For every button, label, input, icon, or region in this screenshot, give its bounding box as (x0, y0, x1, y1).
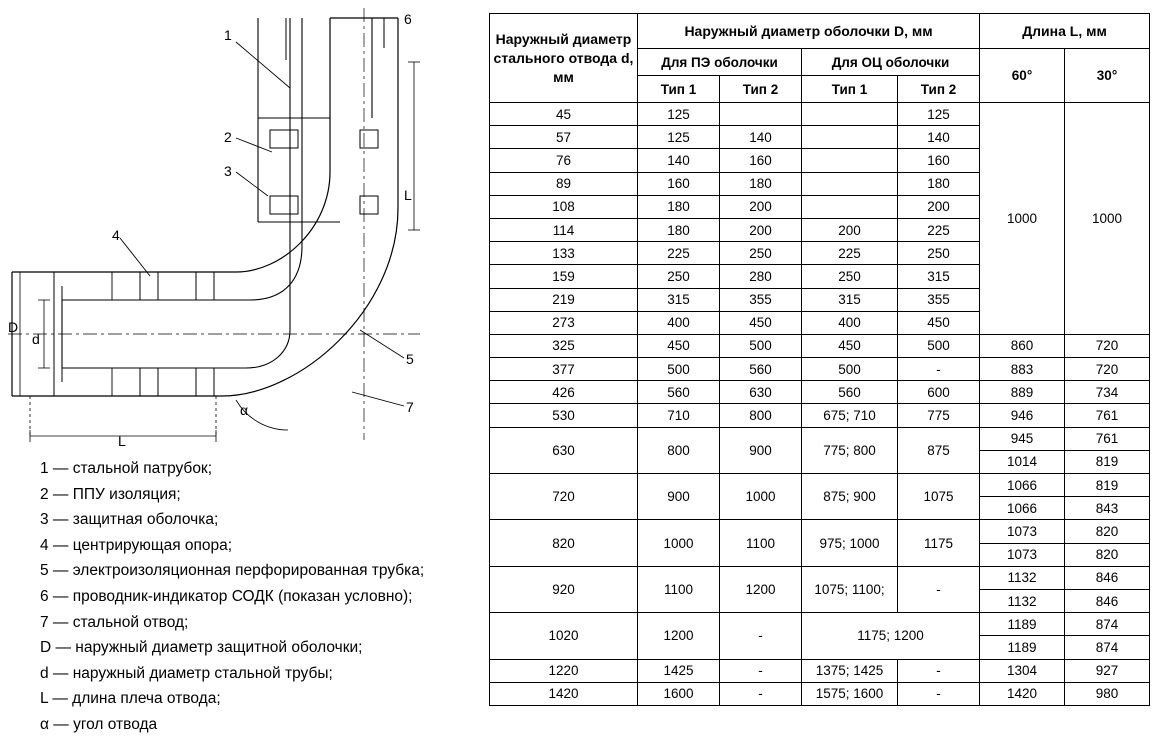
cell-d: 377 (490, 358, 638, 381)
cell-d: 57 (490, 126, 638, 149)
cell-pe-type1: 180 (638, 218, 720, 241)
cell-oc-type1 (802, 172, 898, 195)
dim-alpha-label: α (240, 402, 249, 418)
header-group-length: Длина L, мм (980, 14, 1150, 49)
cell-L30: 846 (1065, 566, 1150, 589)
cell-oc-type2: - (898, 566, 980, 612)
cell-L30: 819 (1065, 474, 1150, 497)
cell-pe-type1: 500 (638, 358, 720, 381)
header-group-casing-diameter: Наружный диаметр оболочки D, мм (638, 14, 980, 49)
cell-d: 630 (490, 427, 638, 473)
legend-item: 7 — стальной отвод; (40, 613, 189, 631)
cell-oc-type1: 1075; 1100; (802, 566, 898, 612)
header-oc-type2: Тип 2 (898, 76, 980, 103)
legend-item: 2 — ППУ изоляция; (40, 485, 181, 503)
cell-oc-type1: 315 (802, 288, 898, 311)
cell-pe-type2: 450 (720, 311, 802, 334)
cell-L60: 946 (980, 404, 1065, 427)
cell-L60: 883 (980, 358, 1065, 381)
legend-item: d — наружный диаметр стальной трубы; (40, 664, 333, 682)
cell-pe-type1: 225 (638, 242, 720, 265)
cell-oc-type2: - (898, 682, 980, 705)
table-row (490, 613, 1150, 636)
cell-oc-type2: 200 (898, 195, 980, 218)
dim-L-horizontal-label: L (118, 433, 126, 449)
cell-pe-type2: 800 (720, 404, 802, 427)
table-row (490, 566, 1150, 589)
cell-d: 920 (490, 566, 638, 612)
cell-oc-type2: 160 (898, 149, 980, 172)
cell-d: 325 (490, 334, 638, 357)
cell-pe-type2: 280 (720, 265, 802, 288)
cell-L60: 1073 (980, 520, 1065, 543)
cell-L60: 1066 (980, 474, 1065, 497)
cell-L60: 945 (980, 427, 1065, 450)
cell-d: 76 (490, 149, 638, 172)
table-row (490, 381, 1150, 404)
cell-d: 108 (490, 195, 638, 218)
cell-pe-type1: 1000 (638, 520, 720, 566)
spec-table (489, 13, 1150, 706)
cell-d: 219 (490, 288, 638, 311)
cell-pe-type2: 140 (720, 126, 802, 149)
cell-L30: 720 (1065, 358, 1150, 381)
table-row (490, 358, 1150, 381)
cell-pe-type1: 400 (638, 311, 720, 334)
cell-pe-type1: 250 (638, 265, 720, 288)
cell-oc-type1: 675; 710 (802, 404, 898, 427)
dim-D-label: D (8, 319, 19, 335)
cell-pe-type2: 250 (720, 242, 802, 265)
cell-oc-type2: 1075 (898, 474, 980, 520)
cell-d: 720 (490, 474, 638, 520)
cell-oc-type2: 125 (898, 103, 980, 126)
cell-oc-type1: 225 (802, 242, 898, 265)
cell-L30: 734 (1065, 381, 1150, 404)
cell-pe-type2: 630 (720, 381, 802, 404)
cell-oc-type1: 1575; 1600 (802, 682, 898, 705)
cell-pe-type2: 200 (720, 218, 802, 241)
callout-1: 1 (224, 27, 232, 43)
legend-item: 3 — защитная оболочка; (40, 511, 219, 529)
cell-L60: 1304 (980, 659, 1065, 682)
cell-L30: 720 (1065, 334, 1150, 357)
cell-pe-type2: 180 (720, 172, 802, 195)
cell-pe-type2 (720, 103, 802, 126)
cell-L30: 820 (1065, 543, 1150, 566)
header-angle-30: 30° (1065, 49, 1150, 103)
cell-L60: 889 (980, 381, 1065, 404)
table-row (490, 520, 1150, 543)
cell-pe-type2: 1000 (720, 474, 802, 520)
cell-d: 133 (490, 242, 638, 265)
legend-item: D — наружный диаметр защитной оболочки; (40, 639, 363, 657)
cell-d: 1420 (490, 682, 638, 705)
cell-oc-type1: 560 (802, 381, 898, 404)
cell-pe-type2: 160 (720, 149, 802, 172)
cell-oc-type1 (802, 126, 898, 149)
cell-oc-type1 (802, 149, 898, 172)
cell-L60-merged: 1000 (980, 103, 1065, 335)
cell-L30: 874 (1065, 636, 1150, 659)
cell-pe-type1: 315 (638, 288, 720, 311)
cell-pe-type1: 160 (638, 172, 720, 195)
cell-oc-type1: 875; 900 (802, 474, 898, 520)
table-row (490, 474, 1150, 497)
table-row (490, 427, 1150, 450)
cell-oc-type2: 315 (898, 265, 980, 288)
cell-L30: 761 (1065, 404, 1150, 427)
cell-pe-type2: 900 (720, 427, 802, 473)
cell-oc-type2: - (898, 358, 980, 381)
cell-pe-type1: 125 (638, 103, 720, 126)
header-oc-type1: Тип 1 (802, 76, 898, 103)
legend-item: 4 — центрирующая опора; (40, 536, 233, 554)
cell-L60: 1073 (980, 543, 1065, 566)
legend-list (40, 456, 460, 738)
cell-d: 426 (490, 381, 638, 404)
cell-pe-type1: 1600 (638, 682, 720, 705)
cell-L30: 819 (1065, 450, 1150, 473)
table-row (490, 682, 1150, 705)
cell-pe-type1: 180 (638, 195, 720, 218)
cell-d: 1220 (490, 659, 638, 682)
table-row (490, 103, 1150, 126)
cell-L60: 1189 (980, 636, 1065, 659)
cell-pe-type1: 125 (638, 126, 720, 149)
cell-L30-merged: 1000 (1065, 103, 1150, 335)
header-angle-60: 60° (980, 49, 1065, 103)
cell-oc-type1: 250 (802, 265, 898, 288)
cell-L60: 1420 (980, 682, 1065, 705)
legend-item: 6 — проводник-индикатор СОДК (показан условно); (40, 587, 413, 605)
cell-L60: 1189 (980, 613, 1065, 636)
cell-oc-type2: 180 (898, 172, 980, 195)
cell-L60: 1132 (980, 566, 1065, 589)
cell-oc-type2: - (898, 659, 980, 682)
callout-5: 5 (406, 351, 414, 367)
cell-L60: 1014 (980, 450, 1065, 473)
cell-L60: 860 (980, 334, 1065, 357)
cell-oc-type2: 225 (898, 218, 980, 241)
cell-d: 114 (490, 218, 638, 241)
cell-oc-type1: 500 (802, 358, 898, 381)
callout-6: 6 (404, 11, 412, 27)
cell-pe-type1: 800 (638, 427, 720, 473)
legend-item: L — длина плеча отвода; (40, 690, 221, 708)
cell-d: 45 (490, 103, 638, 126)
cell-L30: 843 (1065, 497, 1150, 520)
cell-pe-type2: 1200 (720, 566, 802, 612)
cell-d: 1020 (490, 613, 638, 659)
header-pe-casing: Для ПЭ оболочки (638, 49, 802, 76)
legend-item: 1 — стальной патрубок; (40, 460, 213, 477)
legend-item: α — угол отвода (40, 715, 158, 733)
callout-4: 4 (112, 227, 120, 243)
cell-oc-type2: 450 (898, 311, 980, 334)
cell-L30: 874 (1065, 613, 1150, 636)
cell-pe-type2: 200 (720, 195, 802, 218)
cell-pe-type2: 355 (720, 288, 802, 311)
table-row (490, 659, 1150, 682)
cell-pe-type1: 1100 (638, 566, 720, 612)
callout-2: 2 (224, 129, 232, 145)
cell-oc-type1: 775; 800 (802, 427, 898, 473)
cell-oc-type1: 400 (802, 311, 898, 334)
cell-oc-type2: 140 (898, 126, 980, 149)
cell-oc-type2: 355 (898, 288, 980, 311)
cell-d: 820 (490, 520, 638, 566)
cell-pe-type1: 900 (638, 474, 720, 520)
dim-d-label: d (32, 331, 40, 347)
cell-oc-type2: 775 (898, 404, 980, 427)
cell-oc-type1: 450 (802, 334, 898, 357)
cell-pe-type2: 560 (720, 358, 802, 381)
cell-pe-type1: 450 (638, 334, 720, 357)
cell-L60: 1132 (980, 589, 1065, 612)
cell-pe-type1: 560 (638, 381, 720, 404)
header-outer-diameter-d: Наружный диаметр стального отвода d, мм (490, 14, 638, 103)
cell-pe-type2: 500 (720, 334, 802, 357)
header-pe-type2: Тип 2 (720, 76, 802, 103)
cell-d: 530 (490, 404, 638, 427)
cell-pe-type1: 710 (638, 404, 720, 427)
cell-pe-type2: - (720, 659, 802, 682)
cell-L30: 761 (1065, 427, 1150, 450)
header-pe-type1: Тип 1 (638, 76, 720, 103)
cell-oc-type2: 250 (898, 242, 980, 265)
cell-d: 89 (490, 172, 638, 195)
legend-item: 5 — электроизоляционная перфорированная трубка; (40, 562, 425, 580)
header-oc-casing: Для ОЦ оболочки (802, 49, 980, 76)
callout-7: 7 (406, 399, 414, 415)
cell-pe-type1: 1425 (638, 659, 720, 682)
cell-pe-type1: 1200 (638, 613, 720, 659)
cell-pe-type2: - (720, 613, 802, 659)
cell-d: 159 (490, 265, 638, 288)
cell-oc-type2: 1175 (898, 520, 980, 566)
cell-L30: 980 (1065, 682, 1150, 705)
cell-pe-type2: - (720, 682, 802, 705)
cell-oc-type1: 200 (802, 218, 898, 241)
cell-L30: 846 (1065, 589, 1150, 612)
callout-3: 3 (224, 163, 232, 179)
cell-oc-type1: 1175; 1200 (802, 613, 980, 659)
cell-oc-type1: 1375; 1425 (802, 659, 898, 682)
cell-oc-type2: 500 (898, 334, 980, 357)
spec-table-wrap (489, 13, 1149, 706)
cell-L60: 1066 (980, 497, 1065, 520)
cell-oc-type2: 875 (898, 427, 980, 473)
cell-L30: 927 (1065, 659, 1150, 682)
table-row (490, 404, 1150, 427)
cell-d: 273 (490, 311, 638, 334)
cell-oc-type1: 975; 1000 (802, 520, 898, 566)
cell-oc-type1 (802, 195, 898, 218)
cell-pe-type2: 1100 (720, 520, 802, 566)
cell-oc-type2: 600 (898, 381, 980, 404)
cell-L30: 820 (1065, 520, 1150, 543)
cell-pe-type1: 140 (638, 149, 720, 172)
elbow-drawing-svg (0, 0, 470, 460)
dim-L-vertical-label: L (404, 187, 412, 203)
table-row (490, 334, 1150, 357)
cell-oc-type1 (802, 103, 898, 126)
